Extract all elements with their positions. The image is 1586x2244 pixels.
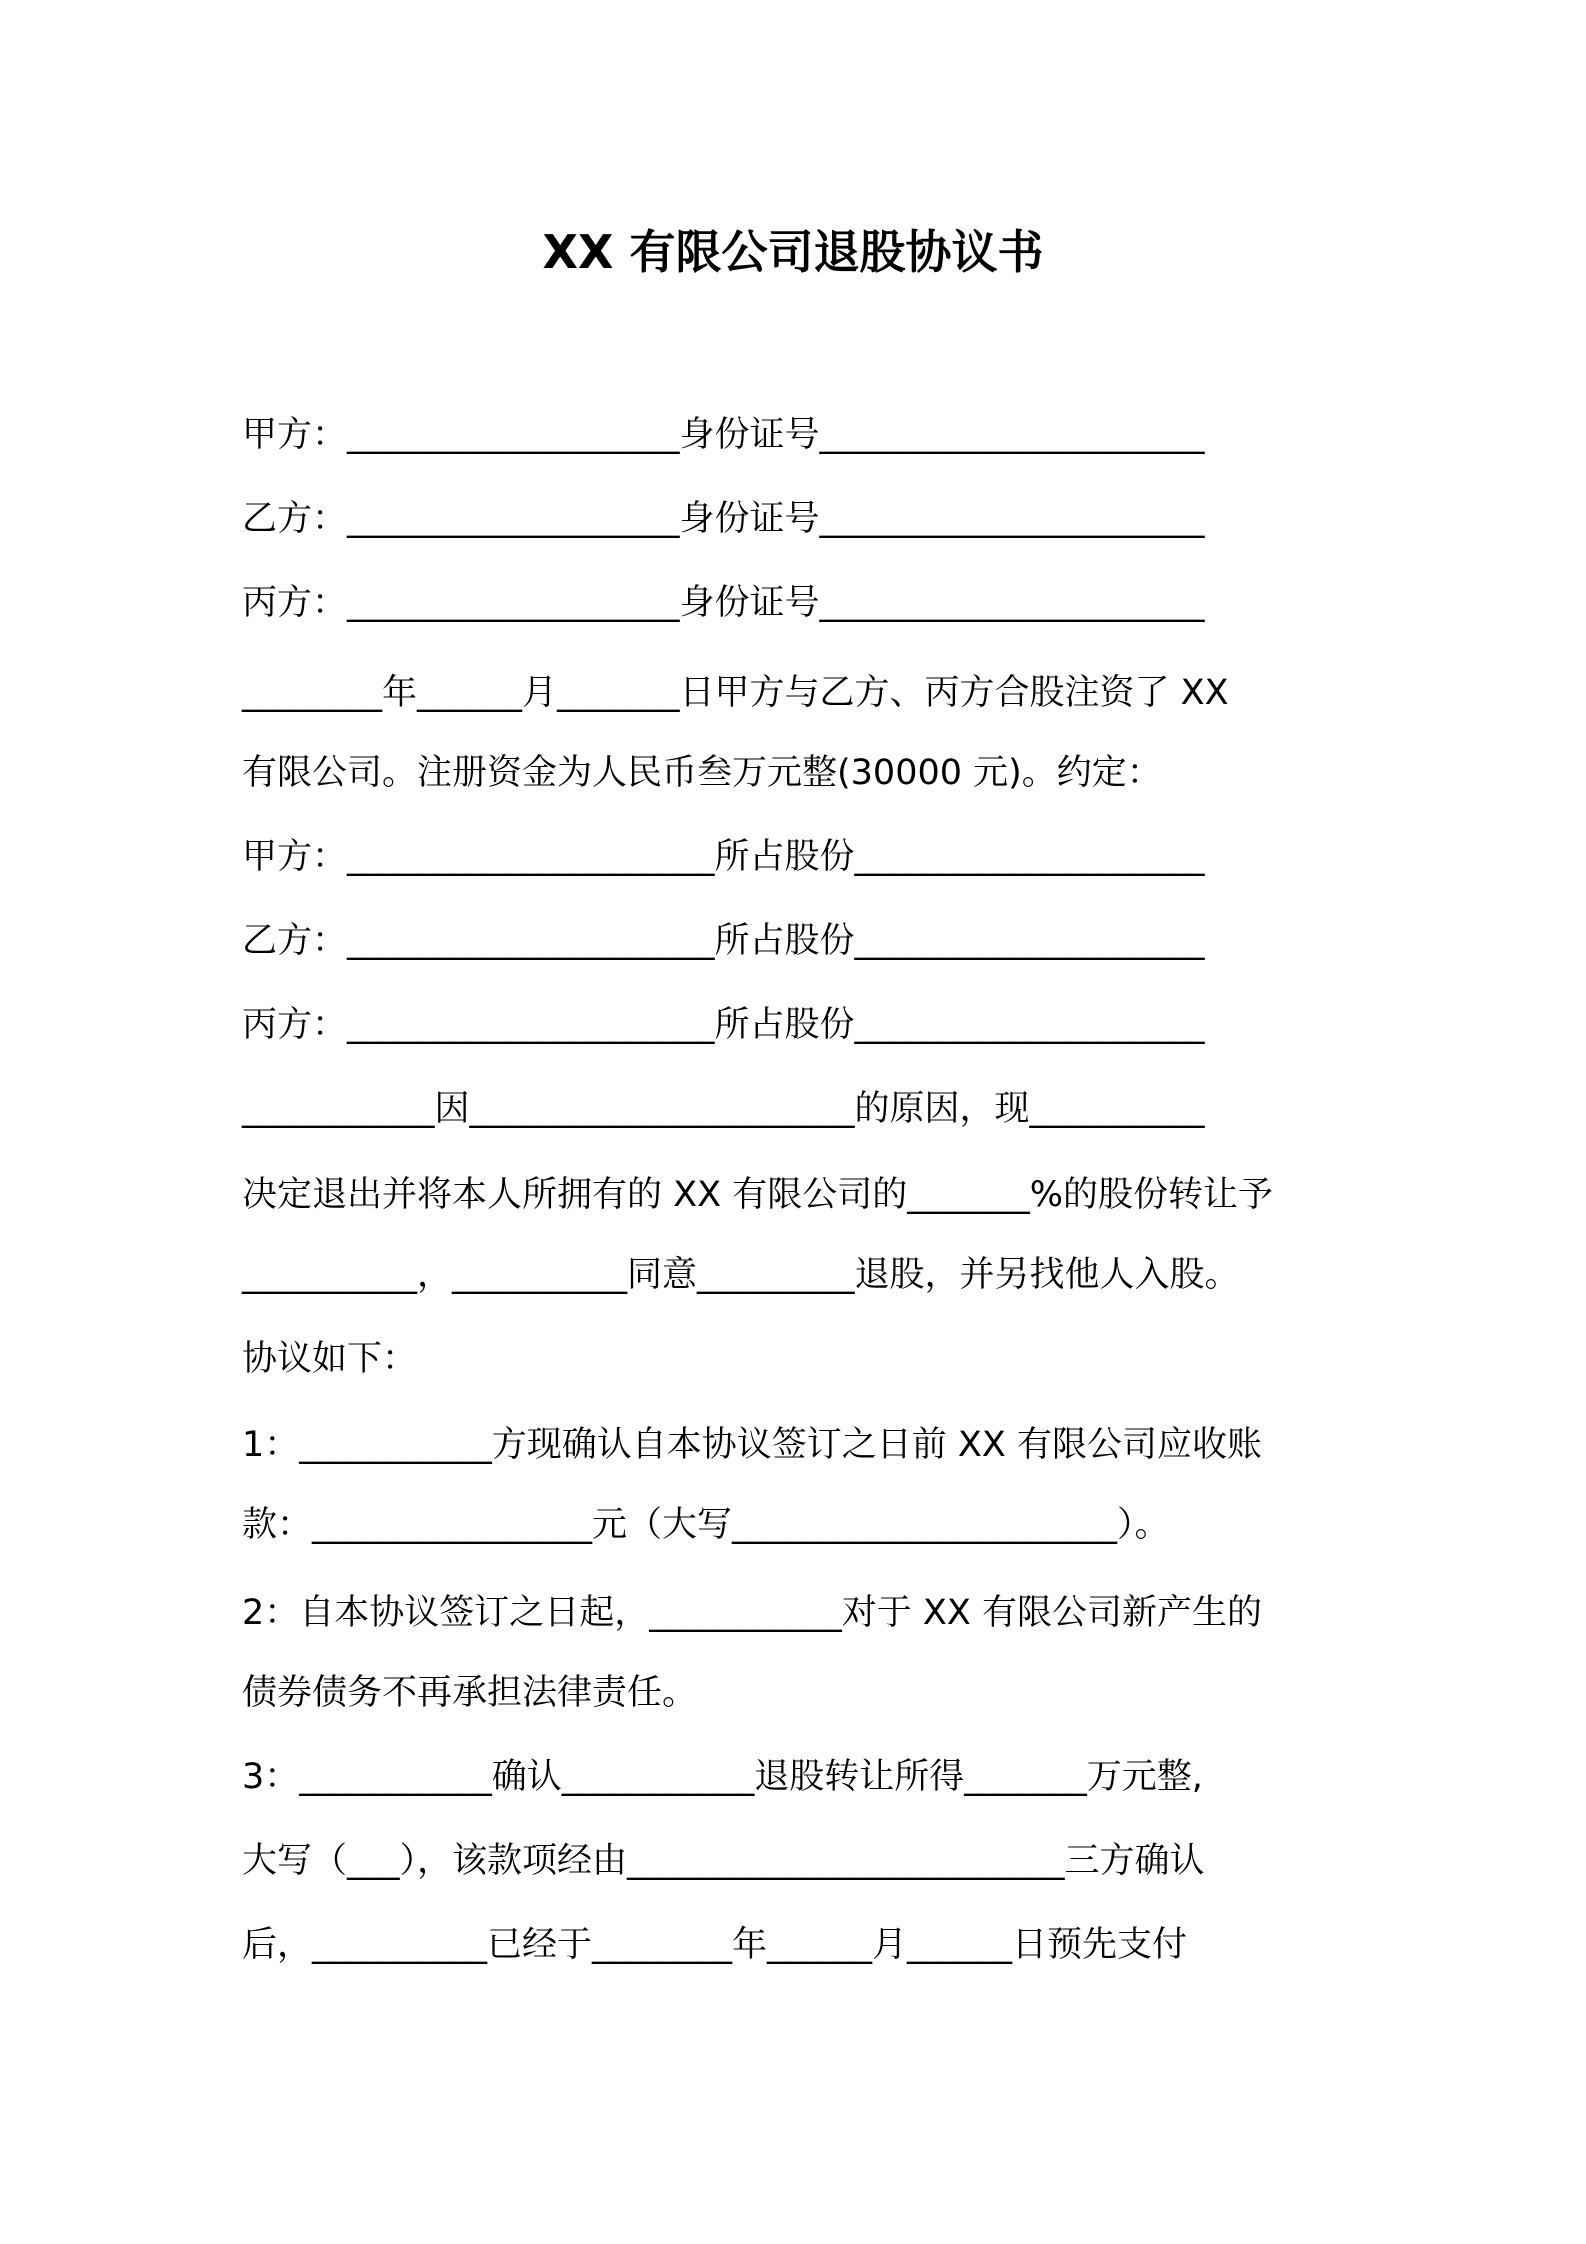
clause-2-line: 债券债务不再承担法律责任。 (242, 1673, 698, 1713)
clause-1-line: 款：________________元（大写______________________）。 (242, 1505, 1170, 1545)
paragraph-line: ________年______月_______日甲方与乙方、丙方合股注资了 XX (242, 673, 1229, 713)
party-c-id-line: 丙方：___________________身份证号______________________ (242, 583, 1205, 623)
party-a-id-line: 甲方：___________________身份证号______________________ (242, 415, 1205, 455)
clause-2-line: 2：自本协议签订之日起，___________对于 XX 有限公司新产生的 (242, 1593, 1262, 1633)
clause-3-line: 大写（___），该款项经由_________________________三方确认 (242, 1841, 1205, 1881)
party-b-share-line: 乙方：_____________________所占股份____________________ (242, 921, 1205, 961)
party-a-share-line: 甲方：_____________________所占股份____________________ (242, 837, 1205, 877)
party-b-id-line: 乙方：___________________身份证号______________________ (242, 499, 1205, 539)
paragraph-line: ___________因______________________的原因，现__________ (242, 1089, 1205, 1129)
paragraph-line: 有限公司。注册资金为人民币叁万元整(30000 元)。约定： (242, 753, 1162, 793)
agreement-heading: 协议如下： (242, 1339, 418, 1379)
paragraph-line: 决定退出并将本人所拥有的 XX 有限公司的_______%的股份转让予 (242, 1175, 1273, 1215)
paragraph-line: __________，__________同意_________退股，并另找他人入股。 (242, 1255, 1240, 1295)
document-title: XX 有限公司退股协议书 (542, 225, 1044, 279)
clause-1-line: 1：___________方现确认自本协议签订之日前 XX 有限公司应收账 (242, 1425, 1262, 1465)
clause-3-line: 3：___________确认___________退股转让所得_______万元整, (242, 1757, 1203, 1797)
party-c-share-line: 丙方：_____________________所占股份____________________ (242, 1005, 1205, 1045)
clause-3-line: 后，__________已经于________年______月______日预先支付 (242, 1925, 1188, 1965)
